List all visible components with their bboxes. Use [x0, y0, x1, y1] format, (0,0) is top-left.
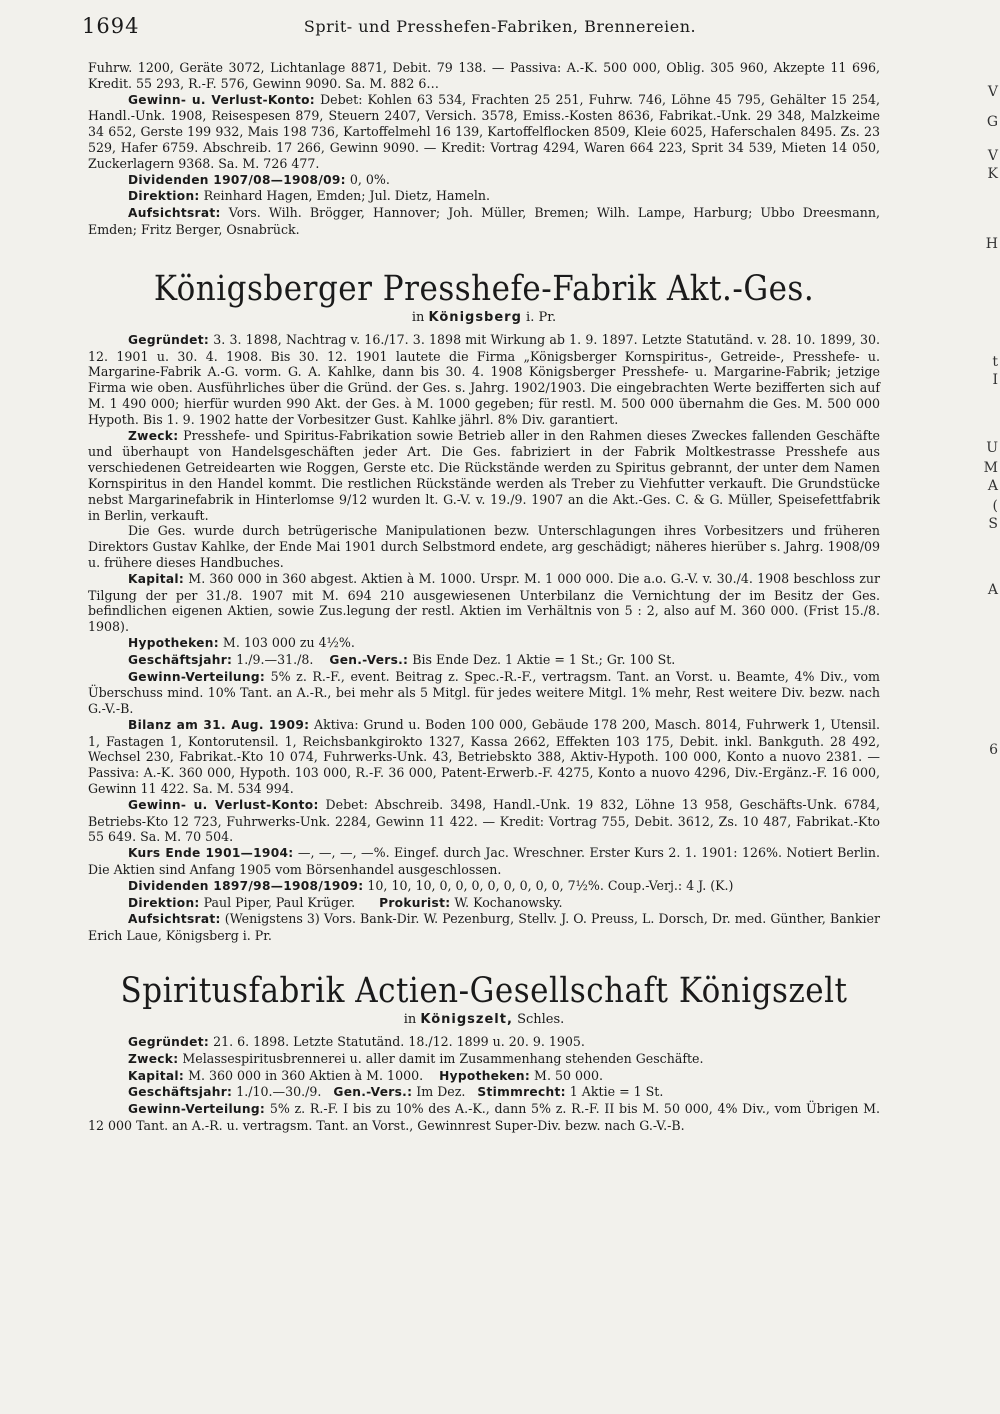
- profit-distribution-entry: Gewinn-Verteilung: 5% z. R.-F. I bis zu 10% des A.-K., dann 5% z. R.-F. II bis M. 50 000, 4% Div., vom Übrigen M. 12 000 Tant. an A.-R. u. vertragsm. Tant. an Vorst., Gewinnrest Super-Div. bezw. nach G.-V.-B.: [88, 1101, 880, 1134]
- purpose-note: Die Ges. wurde durch betrügerische Manipulationen bezw. Unterschlagungen ihres Vorbesitzers und früheren Direktors Gustav Kahlke, der Ende Mai 1901 durch Selbstmord endete, arg geschädigt; näheres hierüber s. Jahrg. 1908/09 u. frühere dieses Handbuches.: [88, 523, 880, 570]
- running-title: Sprit- und Presshefen-Fabriken, Brennereien.: [303, 17, 697, 36]
- margin-letter: H: [985, 236, 998, 252]
- margin-letter: S: [988, 516, 998, 532]
- dividends-entry: Dividenden 1897/98—1908/1909: 10, 10, 10, 0, 0, 0, 0, 0, 0, 0, 0, 7½%. Coup.-Verj.: 4 J. (K.): [128, 877, 734, 893]
- company-title: Spiritusfabrik Actien-Gesellschaft Königszelt: [120, 970, 848, 1012]
- board-entry: Aufsichtsrat: (Wenigstens 3) Vors. Bank-Dir. W. Pezenburg, Stellv. J. O. Preuss, L. Dorsch, Dr. med. Günther, Bankier Erich Laue, Königsberg i. Pr.: [88, 911, 880, 944]
- dividends-prev: Dividenden 1907/08—1908/09: 0, 0%.: [128, 171, 390, 187]
- margin-letter: V: [987, 84, 998, 100]
- rate-entry: Kurs Ende 1901—1904: —, —, —, —%. Eingef. durch Jac. Wreschner. Erster Kurs 2. 1. 1901: 126%. Notiert Berlin. Die Aktien sind Anfang 1905 vom Börsenhandel ausgeschlossen.: [88, 845, 880, 878]
- margin-letter: (: [992, 498, 998, 514]
- margin-letter: A: [987, 582, 998, 598]
- profit-distribution-entry: Gewinn-Verteilung: 5% z. R.-F., event. Beitrag z. Spec.-R.-F., vertragsm. Tant. an Vorst. u. Beamte, 4% Div., vom Überschuss mind. 10% Tant. an A.-R., bei mehr als 5 Mitgl. für jedes weitere Mitgl. 1% mehr, Rest weitere Div. bezw. nach G.-V.-B.: [88, 668, 880, 717]
- balance-continuation: Fuhrw. 1200, Geräte 3072, Lichtanlage 8871, Debit. 79 138. — Passiva: A.-K. 500 000, Oblig. 305 960, Akzepte 11 696, Kredit. 55 293, R.-F. 576, Gewinn 9090. Sa. M. 882 6…: [88, 60, 880, 91]
- mortgage-entry: Hypotheken: M. 103 000 zu 4½%.: [128, 634, 355, 650]
- margin-letter: G: [986, 114, 998, 130]
- margin-letter: M: [983, 460, 998, 476]
- direction-prev: Direktion: Reinhard Hagen, Emden; Jul. Dietz, Hameln.: [128, 188, 491, 204]
- margin-letter: K: [987, 166, 998, 182]
- margin-letter: t: [992, 354, 998, 370]
- company-location: in Königsberg i. Pr.: [411, 309, 557, 325]
- page-number: 1694: [82, 14, 140, 38]
- margin-letter: V: [987, 148, 998, 164]
- fiscal-year-entry: Geschäftsjahr: 1./9.—31./8. Gen.-Vers.: Bis Ende Dez. 1 Aktie = 1 St.; Gr. 100 St.: [128, 651, 676, 667]
- board-prev: Aufsichtsrat: Vors. Wilh. Brögger, Hannover; Joh. Müller, Bremen; Wilh. Lampe, Harburg; Ubbo Dreesmann, Emden; Fritz Berger, Osnabrück.: [88, 205, 880, 237]
- margin-letter: A: [987, 478, 998, 494]
- direction-entry: Direktion: Paul Piper, Paul Krüger. Prokurist: W. Kochanowsky.: [128, 894, 563, 910]
- capital-entry: Kapital: M. 360 000 in 360 abgest. Aktien à M. 1000. Urspr. M. 1 000 000. Die a.o. G.-V. v. 30./4. 1908 beschloss zur Tilgung der per 31./8. 1907 mit M. 694 210 ausgewiesenen Unterbilanz die Vernichtung der im Besitz der Ges. befindlichen eigenen Aktien, sowie Zus.legung der restl. Aktien im Verhältnis von 5 : 2, also auf M. 360 000. (Frist 15./8. 1908).: [88, 570, 880, 635]
- balance-entry: Bilanz am 31. Aug. 1909: Aktiva: Grund u. Boden 100 000, Gebäude 178 200, Masch. 8014, Fuhrwerk 1, Utensil. 1, Fastagen 1, Kontorutensil. 1, Reichsbankgirokto 1327, Kassa 2662, Effekten 103 175, Debit. inkl. Bankguth. 28 492, Wechsel 230, Fabrikat.-Kto 10 074, Fuhrwerks-Unk. 43, Betriebskto 388, Aktiv-Hypoth. 100 000, Konto a nuovo 2381. — Passiva: A.-K. 360 000, Hypoth. 103 000, R.-F. 36 000, Patent-Erwerb.-F. 4275, Konto a nuovo 4296, Div.-Ergänz.-F. 16 000, Gewinn 11 422. Sa. M. 534 994.: [88, 716, 880, 797]
- capital-entry: Kapital: M. 360 000 in 360 Aktien à M. 1000. Hypotheken: M. 50 000.: [128, 1067, 604, 1083]
- company-location: in Königszelt, Schles.: [403, 1012, 565, 1028]
- founded-entry: Gegründet: 21. 6. 1898. Letzte Statutänd. 18./12. 1899 u. 20. 9. 1905.: [128, 1034, 585, 1050]
- purpose-entry: Zweck: Presshefe- und Spiritus-Fabrikation sowie Betrieb aller in den Rahmen dieses Zweckes fallenden Geschäfte und überhaupt von Handelsgeschäften jeder Art. Die Ges. fabriziert in der Fabrik Moltkestrasse Presshefe aus verschiedenen Getreidearten wie Roggen, Gerste etc. Die Rückstände werden zu Spiritus gebrannt, der unter dem Namen Kornspiritus in den Handel kommt. Die restlichen Rückstände werden als Treber zu Viehfutter verkauft. Die Grundstücke nebst Margarinefabrik in Hinterlomse 9/12 wurden lt. G.-V. v. 19./9. 1907 an die Akt.-Ges. C. & G. Müller, Speisefettfabrik in Berlin, verkauft.: [88, 427, 880, 523]
- margin-letter: 6: [989, 742, 998, 758]
- founded-entry: Gegründet: 3. 3. 1898, Nachtrag v. 16./17. 3. 1898 mit Wirkung ab 1. 9. 1897. Letzte Statutänd. v. 28. 10. 1899, 30. 12. 1901 u. 30. 4. 1908. Bis 30. 12. 1901 lautete die Firma „Königsberger Kornspiritus-, Getreide-, Presshefe- u. Margarine-Fabrik A.-G. vorm. G. A. Kahlke, dann bis 30. 4. 1908 Königsberger Presshefe- u. Margarine-Fabrik; jetzige Firma wie oben. Ausführliches über die Gründ. der Ges. s. Jahrg. 1902/1903. Die eingebrachten Werte bezifferten sich auf M. 1 490 000; hierfür wurden 990 Akt. der Ges. à M. 1000 gegeben; für restl. M. 500 000 übernahm die Ges. M. 500 000 Hypoth. Bis 1. 9. 1902 hatte der Vorbesitzer Gust. Kahlke jährl. 8% Div. garantiert.: [88, 331, 880, 427]
- page-content: [88, 60, 880, 1134]
- purpose-entry: Zweck: Melassespiritusbrennerei u. aller damit im Zusammenhang stehenden Geschäfte.: [128, 1050, 704, 1066]
- fiscal-year-entry: Geschäftsjahr: 1./10.—30./9. Gen.-Vers.: Im Dez. Stimmrecht: 1 Aktie = 1 St.: [128, 1084, 664, 1100]
- page-header: [0, 14, 1000, 44]
- guv-entry: Gewinn- u. Verlust-Konto: Debet: Abschreib. 3498, Handl.-Unk. 19 832, Löhne 13 958, Geschäfts-Unk. 6784, Betriebs-Kto 12 723, Fuhrwerks-Unk. 2284, Gewinn 11 422. — Kredit: Vortrag 755, Debit. 3612, Zs. 10 487, Fabrikat.-Kto 55 649. Sa. M. 70 504.: [88, 796, 880, 845]
- guv-prev: Gewinn- u. Verlust-Konto: Debet: Kohlen 63 534, Frachten 25 251, Fuhrw. 746, Löhne 45 795, Gehälter 15 254, Handl.-Unk. 1908, Reisespesen 879, Steuern 2407, Versich. 3578, Emiss.-Kosten 8636, Fabrikat.-Unk. 29 348, Malzkeime 34 652, Gerste 199 932, Mais 198 736, Kartoffelmehl 16 139, Kartoffelflocken 8509, Kleie 6025, Haferschalen 8495. Zs. 23 529, Hafer 6759. Abschreib. 17 266, Gewinn 9090. — Kredit: Vortrag 4294, Waren 664 223, Sprit 34 539, Mieten 14 050, Zuckerlagern 9368. Sa. M. 726 477.: [88, 91, 880, 171]
- margin-letter: U: [986, 440, 998, 456]
- company-title: Königsberger Presshefe-Fabrik Akt.-Ges.: [153, 268, 815, 309]
- margin-letter: I: [992, 372, 998, 388]
